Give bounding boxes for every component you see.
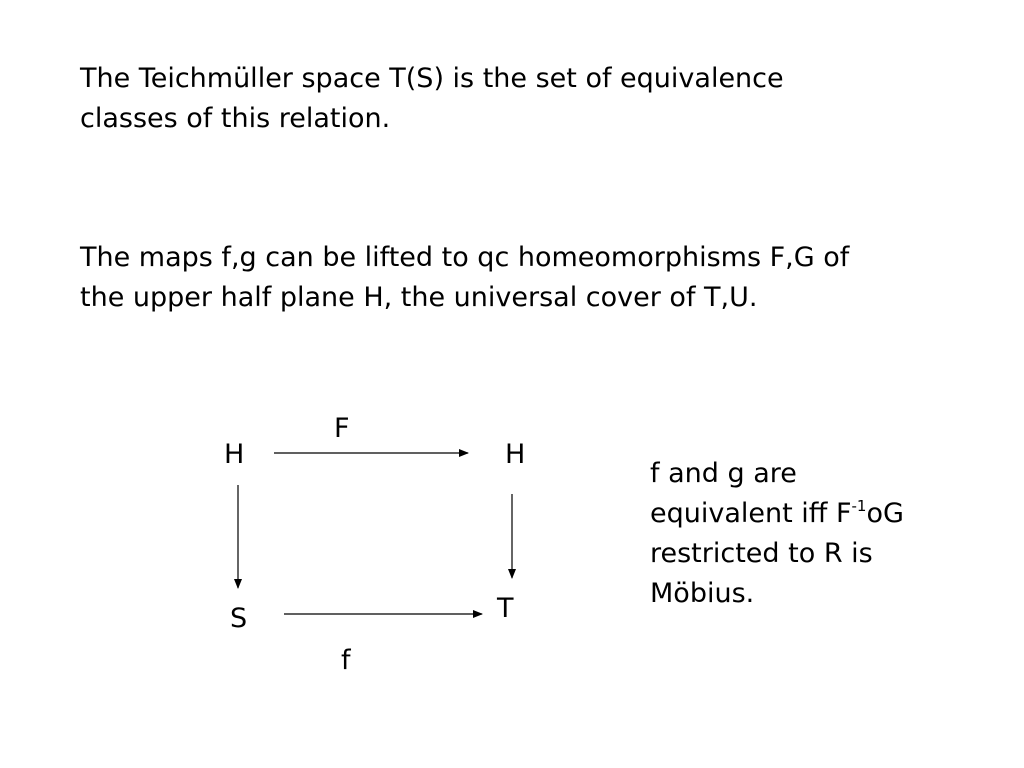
diagram-node-h-right: H	[505, 439, 526, 470]
note-text: equivalent iff F	[650, 498, 852, 529]
inverse-superscript: -1	[851, 497, 867, 515]
diagram-node-h-left: H	[224, 439, 245, 470]
paragraph-line: the upper half plane H, the universal cover of T,U.	[80, 282, 758, 313]
paragraph-line: The Teichmüller space T(S) is the set of equivalence	[80, 63, 784, 94]
diagram-node-t: T	[497, 593, 514, 624]
note-line: f and g are	[650, 458, 797, 489]
paragraph-line: The maps f,g can be lifted to qc homeomorphisms F,G of	[80, 242, 850, 273]
diagram-node-s: S	[230, 603, 248, 634]
arrow-label-F: F	[334, 413, 350, 444]
note-line: Möbius.	[650, 578, 755, 609]
paragraph-line: classes of this relation.	[80, 103, 391, 134]
equivalence-note	[650, 454, 904, 614]
arrow-label-f: f	[341, 645, 351, 676]
note-text: oG	[866, 498, 904, 529]
note-line: restricted to R is	[650, 538, 873, 569]
note-line	[650, 494, 904, 534]
